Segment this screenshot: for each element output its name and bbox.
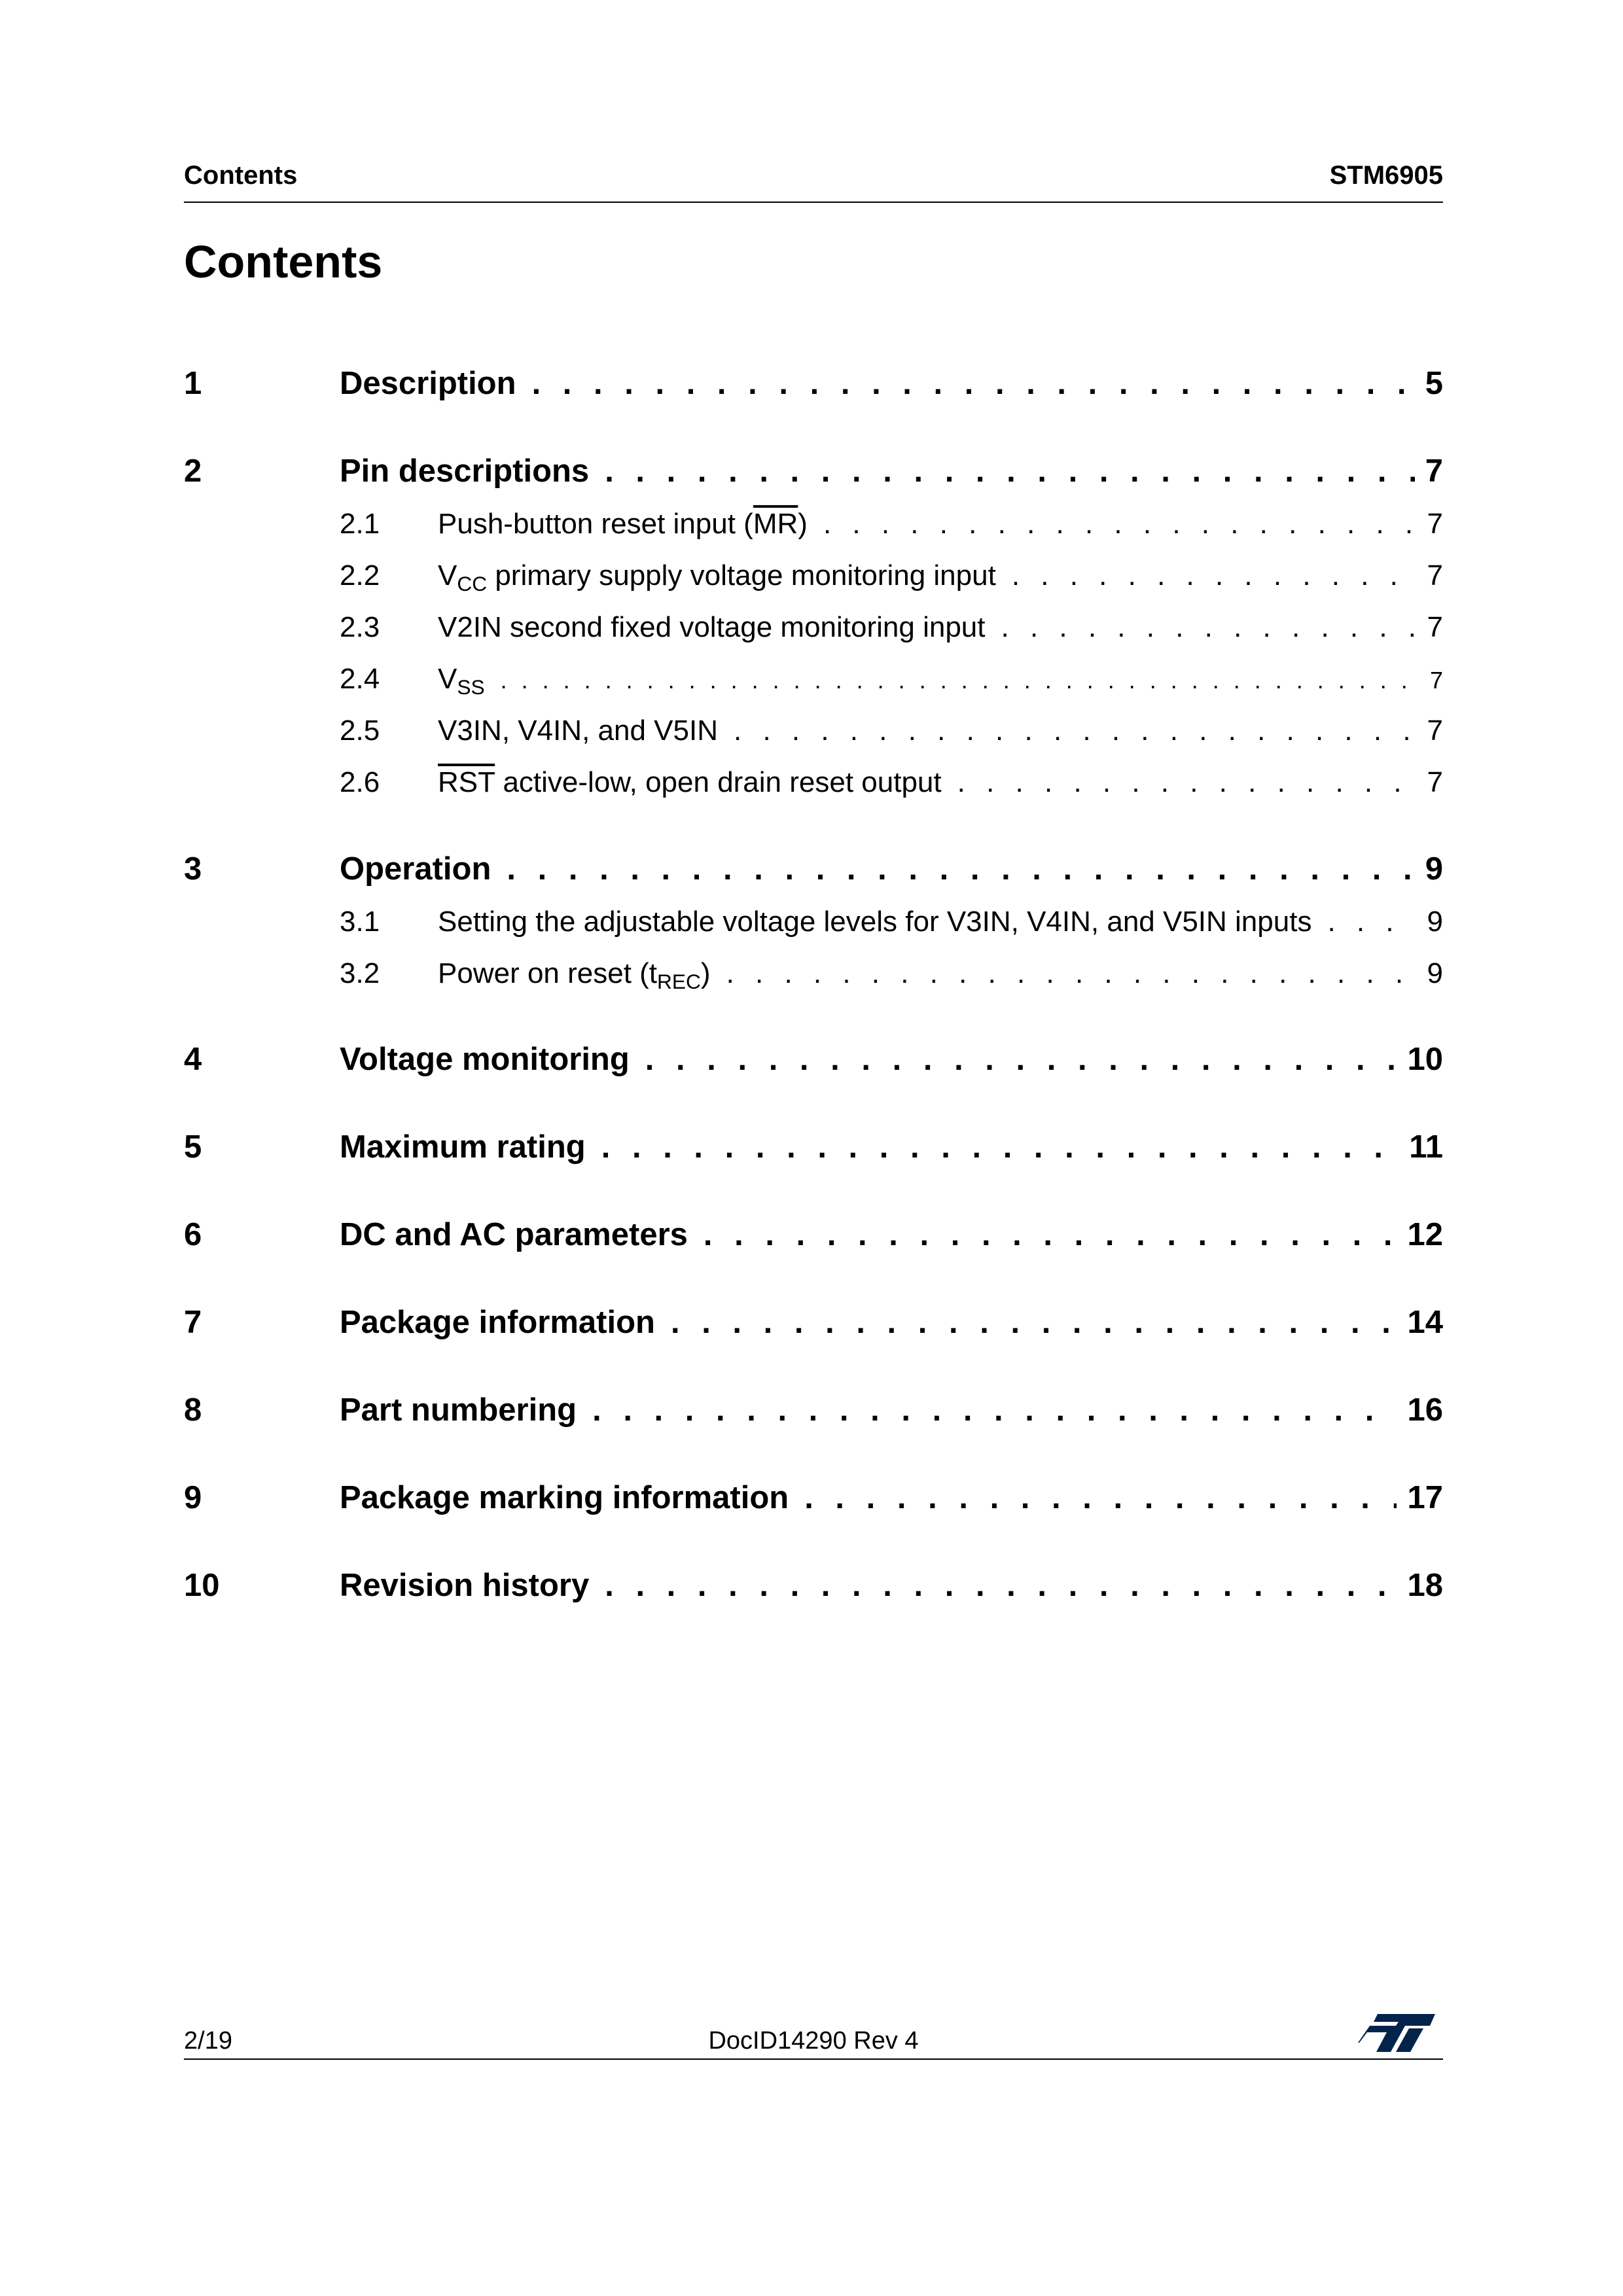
- toc-number: 2.2: [340, 559, 380, 592]
- toc-entry-package-information[interactable]: [184, 1304, 1443, 1341]
- toc-title: Package information: [340, 1305, 655, 1340]
- toc-title-subscript: SS: [457, 675, 485, 699]
- toc-entry-dc-ac-parameters[interactable]: [184, 1216, 1443, 1253]
- toc-entry-revision-history[interactable]: [184, 1567, 1443, 1604]
- toc-leader: [823, 508, 1417, 540]
- toc-entry-vss[interactable]: [184, 663, 1443, 699]
- toc-page: 7: [1427, 766, 1443, 798]
- toc-page: 7: [1429, 667, 1443, 694]
- page-title: Contents: [184, 236, 383, 287]
- toc-title: [438, 508, 823, 540]
- toc-page: 14: [1407, 1305, 1443, 1340]
- toc-title-subscript: REC: [657, 969, 701, 993]
- toc-entry-voltage-monitoring[interactable]: [184, 1041, 1443, 1078]
- toc-title-part: Power on reset (t: [438, 957, 658, 989]
- toc-page: 5: [1425, 366, 1443, 401]
- toc-title: [438, 957, 726, 993]
- toc-leader: [501, 667, 1419, 694]
- st-logo-icon: [1358, 2010, 1439, 2056]
- toc-entry-power-on-reset[interactable]: [184, 957, 1443, 993]
- toc-leader: [1001, 611, 1417, 644]
- toc-title-part: primary supply voltage monitoring input: [487, 559, 996, 592]
- toc-leader: [957, 766, 1417, 799]
- toc-leader: [804, 1479, 1397, 1516]
- toc-title: Operation: [340, 851, 491, 887]
- toc-number: 4: [184, 1042, 202, 1077]
- toc-title-overline: $\overline{RST}$: [438, 766, 495, 798]
- toc-entry-operation[interactable]: [184, 851, 1443, 887]
- toc-title: Description: [340, 366, 516, 401]
- toc-page: 11: [1409, 1129, 1443, 1165]
- toc-page: 17: [1407, 1480, 1443, 1515]
- toc-page: 9: [1425, 851, 1443, 887]
- toc-title: Package marking information: [340, 1480, 789, 1515]
- toc-title: Voltage monitoring: [340, 1042, 630, 1077]
- toc-title: Maximum rating: [340, 1129, 586, 1165]
- toc-page: 7: [1427, 611, 1443, 643]
- toc-title: Revision history: [340, 1568, 590, 1603]
- toc-page: 9: [1427, 906, 1443, 938]
- toc-number: 9: [184, 1480, 202, 1515]
- toc-number: 7: [184, 1305, 202, 1340]
- toc-leader: [734, 715, 1417, 747]
- toc-leader: [605, 453, 1415, 489]
- toc-leader: [601, 1129, 1399, 1165]
- toc-number: 2.6: [340, 766, 380, 798]
- toc-page: 10: [1407, 1042, 1443, 1077]
- toc-title-subscript: CC: [457, 571, 488, 595]
- toc-number: 10: [184, 1568, 220, 1603]
- toc-title-overline: $\overline{MR}$: [753, 508, 798, 540]
- toc-entry-maximum-rating[interactable]: [184, 1129, 1443, 1165]
- toc-leader: [532, 365, 1415, 402]
- toc-entry-v2in[interactable]: [184, 611, 1443, 644]
- toc-entry-vcc-primary-supply[interactable]: [184, 559, 1443, 595]
- page-header: [184, 154, 1443, 203]
- toc-entry-v3in-v4in-v5in[interactable]: [184, 715, 1443, 747]
- toc-page: 9: [1427, 957, 1443, 989]
- toc-entry-description[interactable]: [184, 365, 1443, 402]
- toc-entry-pin-descriptions[interactable]: [184, 453, 1443, 489]
- toc-page: 7: [1425, 453, 1443, 489]
- page-footer: [184, 2015, 1443, 2060]
- toc-title: V3IN, V4IN, and V5IN: [438, 715, 718, 747]
- toc-number: 2: [184, 453, 202, 489]
- toc-entry-package-marking[interactable]: [184, 1479, 1443, 1516]
- toc-title-part: active-low, open drain reset output: [495, 766, 942, 798]
- toc-title-part: ): [798, 508, 808, 540]
- toc-leader: [726, 957, 1417, 990]
- toc-number: 3.2: [340, 957, 380, 989]
- toc-leader: [592, 1392, 1397, 1428]
- toc-title-part: Push-button reset input (: [438, 508, 753, 540]
- toc-page: 7: [1427, 715, 1443, 747]
- toc-entry-adjustable-voltage-levels[interactable]: [184, 906, 1443, 938]
- toc-entry-rst-output[interactable]: [184, 766, 1443, 799]
- toc-title-part: V: [438, 559, 457, 592]
- toc-entry-part-numbering[interactable]: [184, 1392, 1443, 1428]
- toc-title: Setting the adjustable voltage levels for V3IN, V4IN, and V5IN inputs: [438, 906, 1312, 938]
- header-section-label: Contents: [184, 161, 298, 190]
- footer-doc-id: DocID14290 Rev 4: [708, 2027, 919, 2055]
- toc-number: 8: [184, 1392, 202, 1428]
- toc-leader: [671, 1304, 1397, 1341]
- toc-page: 12: [1407, 1217, 1443, 1252]
- toc-title: [438, 766, 957, 799]
- toc-title: DC and AC parameters: [340, 1217, 688, 1252]
- toc-page: 18: [1407, 1568, 1443, 1603]
- toc-leader: [1327, 906, 1416, 938]
- toc-title: [438, 663, 501, 699]
- toc-page: 16: [1407, 1392, 1443, 1428]
- toc-leader: [704, 1216, 1397, 1253]
- toc-leader: [1012, 559, 1417, 592]
- toc-page: 7: [1427, 559, 1443, 592]
- toc-number: 2.5: [340, 715, 380, 747]
- toc-title: Part numbering: [340, 1392, 577, 1428]
- toc-number: 3.1: [340, 906, 380, 938]
- toc-title: Pin descriptions: [340, 453, 590, 489]
- toc-leader: [507, 851, 1414, 887]
- toc-title-part: ): [700, 957, 711, 989]
- toc-leader: [645, 1041, 1397, 1078]
- header-product-name: STM6905: [1329, 161, 1443, 190]
- toc-number: 2.3: [340, 611, 380, 643]
- toc-number: 6: [184, 1217, 202, 1252]
- toc-number: 2.1: [340, 508, 380, 540]
- toc-page: 7: [1427, 508, 1443, 540]
- footer-page-number: 2/19: [184, 2027, 232, 2055]
- toc-number: 5: [184, 1129, 202, 1165]
- toc-number: 2.4: [340, 663, 380, 695]
- toc-number: 3: [184, 851, 202, 887]
- toc-title-part: V: [438, 663, 457, 695]
- toc-leader: [605, 1567, 1397, 1604]
- toc-title: V2IN second fixed voltage monitoring input: [438, 611, 986, 643]
- toc-title: [438, 559, 1012, 595]
- toc-number: 1: [184, 366, 202, 401]
- toc-entry-push-button-reset[interactable]: [184, 508, 1443, 540]
